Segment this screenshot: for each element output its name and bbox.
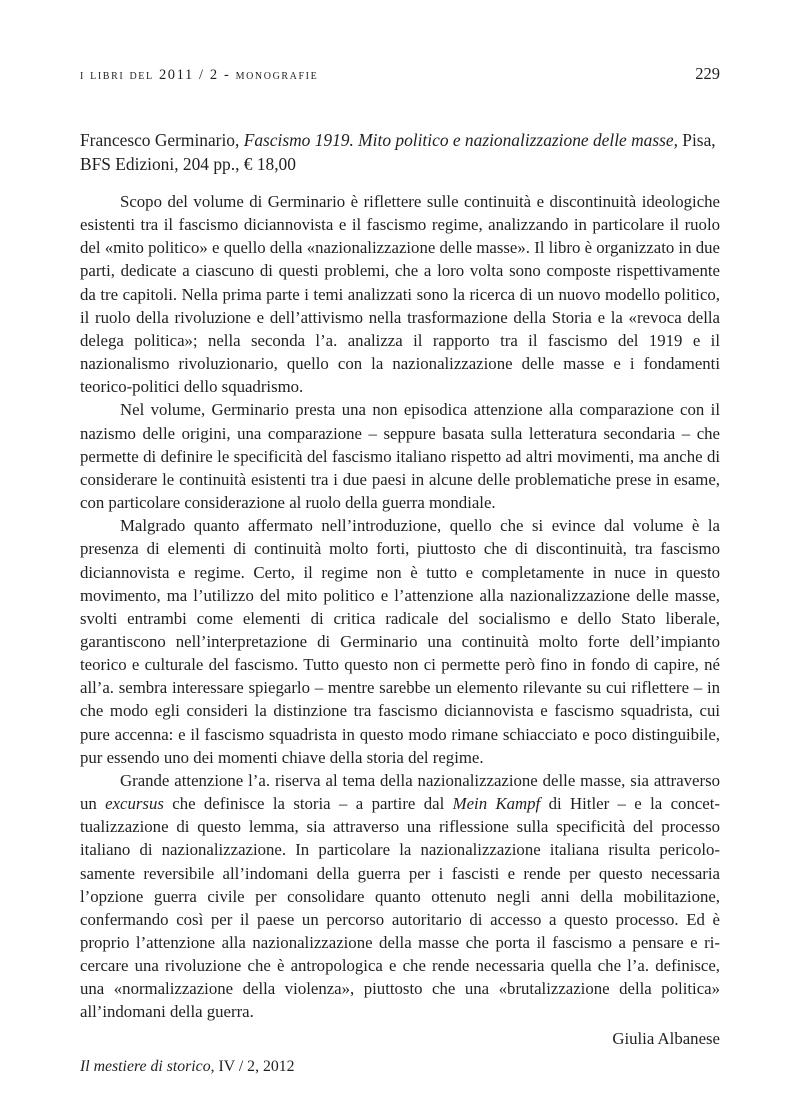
journal-title: Il mestiere di storico <box>80 1058 211 1075</box>
mein-kampf-title: Mein Kampf <box>452 794 541 814</box>
page-number: 229 <box>695 64 720 83</box>
paragraph-4-text: di Hitler – e la concettualizzazione di questo lemma, sia attraverso una riflessione sulla specificità del processo italiano di nazionalizzazione. In particolare la nazionalizzazione italiana risulta pericolosamente reversibile all’indomani della guerra per i fascisti e rende per questo necessaria l’opzione guerra civile per consolidare quanto ottenuto negli anni della mobilitazione, confermando così per il paese un percorso autoritario di accesso a questo processo. Ed è proprio l’attenzione alla nazionalizzazione della masse che porta il fascismo a pensare e ricercare una rivoluzione che è antropologica e che rende necessaria quella che l’a. definisce, una «normalizzazione della violenza», piuttosto che una «brutalizzazione della politica» all’indomani della guerra. <box>80 794 720 1022</box>
running-head <box>80 64 720 84</box>
citation-author: Francesco Germinario, <box>80 130 244 150</box>
paragraph-4 <box>80 769 720 1024</box>
citation-book-title: Fascismo 1919. Mito politico e nazionalizzazione delle masse, <box>243 130 678 150</box>
citation-publication: Pisa, BFS Edizioni, 204 pp., € 18,00 <box>80 130 716 174</box>
paragraph-4-text: che definisce la storia – a partire dal <box>163 794 453 814</box>
paragraph-4-text: Grande attenzione l’a. riserva al tema della nazionalizzazione delle masse, sia attraverso un <box>80 770 720 814</box>
journal-issue: , IV / 2, 2012 <box>210 1058 295 1075</box>
excursus-term: excursus <box>105 794 164 814</box>
paragraph-1: Scopo del volume di Germinario è riflettere sulle continuità e discontinuità ideologiche esistenti tra il fascismo diciannovista e il fascismo regime, analizzando in particolare il ruolo del «mito politico» e quello della «nazionalizzazione delle masse». Il libro è organizzato in due parti, dedicate a ciascuno di questi problemi, che a loro volta sono composte rispettivamente da tre capitoli. Nella prima parte i temi analizzati sono la ricerca di un nuovo modello politico, il ruolo della rivoluzione e dell’attivismo nella trasformazione della Storia e la «revoca della delega politica»; nella seconda l’a. analizza il rapporto tra il fascismo del 1919 e il nazionalismo rivoluzionario, quello con la nazionalizzazione delle masse e i fondamenti teorico-politici dello squadrismo. <box>80 192 720 397</box>
paragraph-2: Nel volume, Germinario presta una non episodica attenzione alla comparazione con il nazismo delle origini, una comparazione – seppure basata sulla letteratura secondaria – che permette di definire le specificità del fascismo italiano rispetto ad altri movimenti, ma anche di considerare le continuità esistenti tra i due paesi in alcune delle problematiche prese in esame, con particolare considerazione al ruolo della guerra mondiale. <box>80 400 720 513</box>
paragraph-3: Malgrado quanto affermato nell’introduzione, quello che si evince dal volume è la presenza di elementi di continuità molto forti, piuttosto che di discontinuità, tra fascismo diciannovista e regime. Certo, il regime non è tutto e completamente in nuce in questo movimento, ma l’utilizzo del mito politico e l’attenzione alla nazionalizzazione delle masse, svolti entrambi come elementi di critica radicale del socialismo e dello Stato liberale, garantiscono nell’interpretazione di Germinario una continuità molto forte dell’impianto teorico e culturale del fascismo. Tutto questo non ci permette però fino in fondo di capire, né all’a. sembra interessare spiegarlo – mentre sarebbe un elemento rilevante su cui riflettere – in che modo egli consideri la distinzione tra fascismo diciannovista e fascismo squadrista, cui pure accenna: e il fascismo squadrista in questo modo rimane schiacciato e poco distinguibile, pur essendo uno dei momenti chiave della storia del regime. <box>80 516 720 767</box>
running-head-section: i libri del 2011 / 2 - monografie <box>80 67 319 83</box>
review-author-signature: Giulia Albanese <box>612 1028 720 1048</box>
journal-footer <box>80 1057 295 1077</box>
review-body <box>80 190 720 1050</box>
book-citation <box>80 128 720 176</box>
